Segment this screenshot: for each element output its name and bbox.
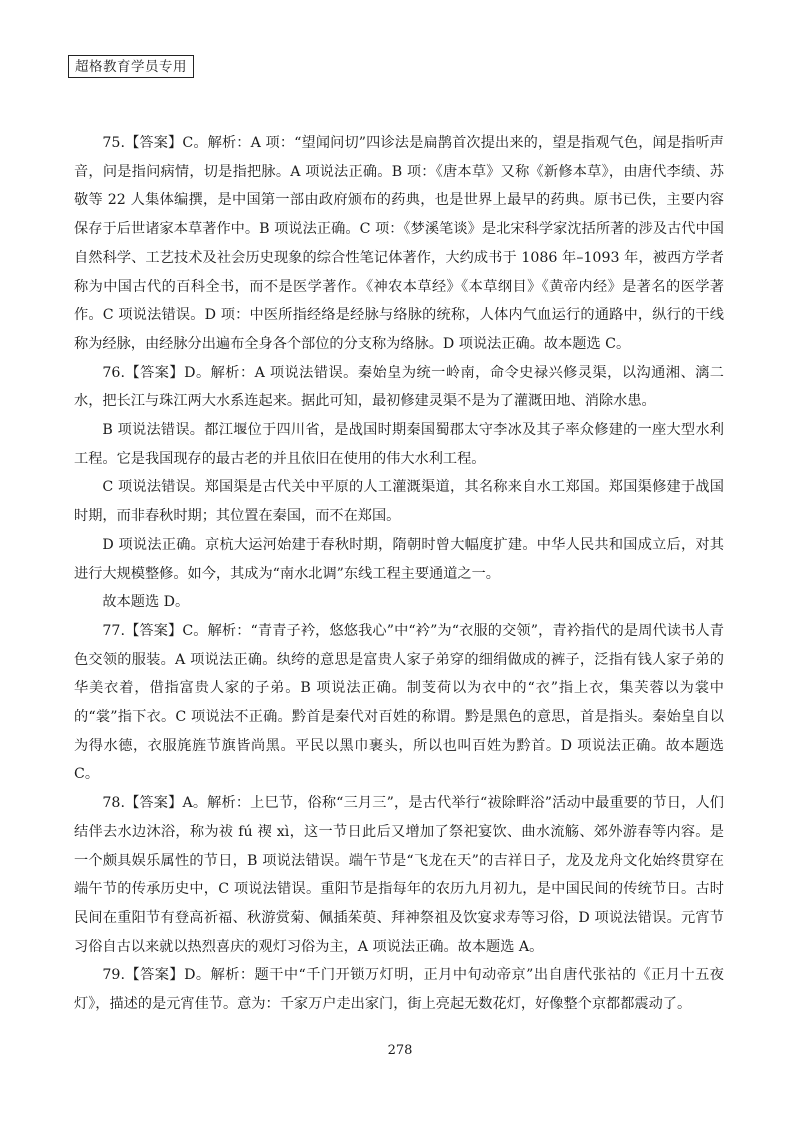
answer-77: 77.【答案】C。解析：“青青子衿，悠悠我心”中“衿”为“衣服的交领”，青衿指代的是周代读书人青色交领的服装。A 项说法正确。纨绔的意思是富贵人家子弟穿的细绢做成的裤子，泛指有钱人家子弟的华美衣着，借指富贵人家的子弟。B 项说法正确。制芰荷以为衣中的“衣”指上衣，集芙蓉以为裳中的“裳”指下衣。C 项说法不正确。黔首是秦代对百姓的称谓。黔是黑色的意思，首是指头。秦始皇自以为得水德，衣服旄旌节旗皆尚黑。平民以黑巾裹头，所以也叫百姓为黔首。D 项说法正确。故本题选 C。 (74, 622, 724, 783)
answer-79: 79.【答案】D。解析：题干中“千门开锁万灯明，正月中旬动帝京”出自唐代张祜的《正月十五夜灯》，描述的是元宵佳节。意为：千家万户走出家门，街上亮起无数花灯，好像整个京都都震动了。 (74, 967, 724, 1013)
page-number: 278 (387, 1043, 413, 1058)
answer-76-option-d: D 项说法正确。京杭大运河始建于春秋时期，隋朝时曾大幅度扩建。中华人民共和国成立后，对其进行大规模整修。如今，其成为“南水北调”东线工程主要通道之一。 (74, 536, 724, 582)
answer-content (74, 129, 724, 1019)
answer-76-conclusion: 故本题选 D。 (102, 594, 190, 611)
header-stamp: 超格教育学员专用 (68, 55, 194, 78)
answer-76-option-b: B 项说法错误。都江堰位于四川省，是战国时期秦国蜀郡太守李冰及其子率众修建的一座大型水利工程。它是我国现存的最古老的并且依旧在使用的伟大水利工程。 (74, 422, 724, 467)
answer-78: 78.【答案】A。解析：上巳节，俗称“三月三”，是古代举行“祓除畔浴”活动中最重要的节日，人们结伴去水边沐浴，称为祓 fú 禊 xì，这一节日此后又增加了祭祀宴饮、曲水流觞、郊外游春等内容。是一个颇具娱乐属性的节日，B 项说法错误。端午节是“飞龙在天”的吉祥日子，龙及龙舟文化始终贯穿在端午节的传承历史中，C 项说法错误。重阳节是指每年的农历九月初九，是中国民间的传统节日。古时民间在重阳节有登高祈福、秋游赏菊、佩插茱萸、拜神祭祖及饮宴求寿等习俗，D 项说法错误。元宵节习俗自古以来就以热烈喜庆的观灯习俗为主，A 项说法正确。故本题选 A。 (74, 795, 724, 955)
answer-76-option-c: C 项说法错误。郑国渠是古代关中平原的人工灌溉渠道，其名称来自水工郑国。郑国渠修建于战国时期，而非春秋时期；其位置在秦国，而不在郑国。 (74, 479, 724, 525)
answer-75: 75.【答案】C。解析：A 项：“望闻问切”四诊法是扁鹊首次提出来的，望是指观气色，闻是指听声音，问是指问病情，切是指把脉。A 项说法正确。B 项：《唐本草》又称《新修本草》，由唐代李绩、苏敬等 22 人集体编撰，是中国第一部由政府颁布的药典，也是世界上最早的药典。原书已佚，主要内容保存于后世诸家本草著作中。B 项说法正确。C 项：《梦溪笔谈》是北宋科学家沈括所著的涉及古代中国自然科学、工艺技术及社会历史现象的综合性笔记体著作，大约成书于 1086 年–1093 年，被西方学者称为中国古代的百科全书，而不是医学著作。《神农本草经》《本草纲目》《黄帝内经》是著名的医学著作。C 项说法错误。D 项：中医所指经络是经脉与络脉的统称，人体内气血运行的通路中，纵行的干线称为经脉，由经脉分出遍布全身各个部位的分支称为络脉。D 项说法正确。故本题选 C。 (74, 135, 724, 352)
answer-76: 76.【答案】D。解析：A 项说法错误。秦始皇为统一岭南，命令史禄兴修灵渠，以沟通湘、漓二水，把长江与珠江两大水系连起来。据此可知，最初修建灵渠不是为了灌溉田地、消除水患。 (74, 364, 724, 410)
